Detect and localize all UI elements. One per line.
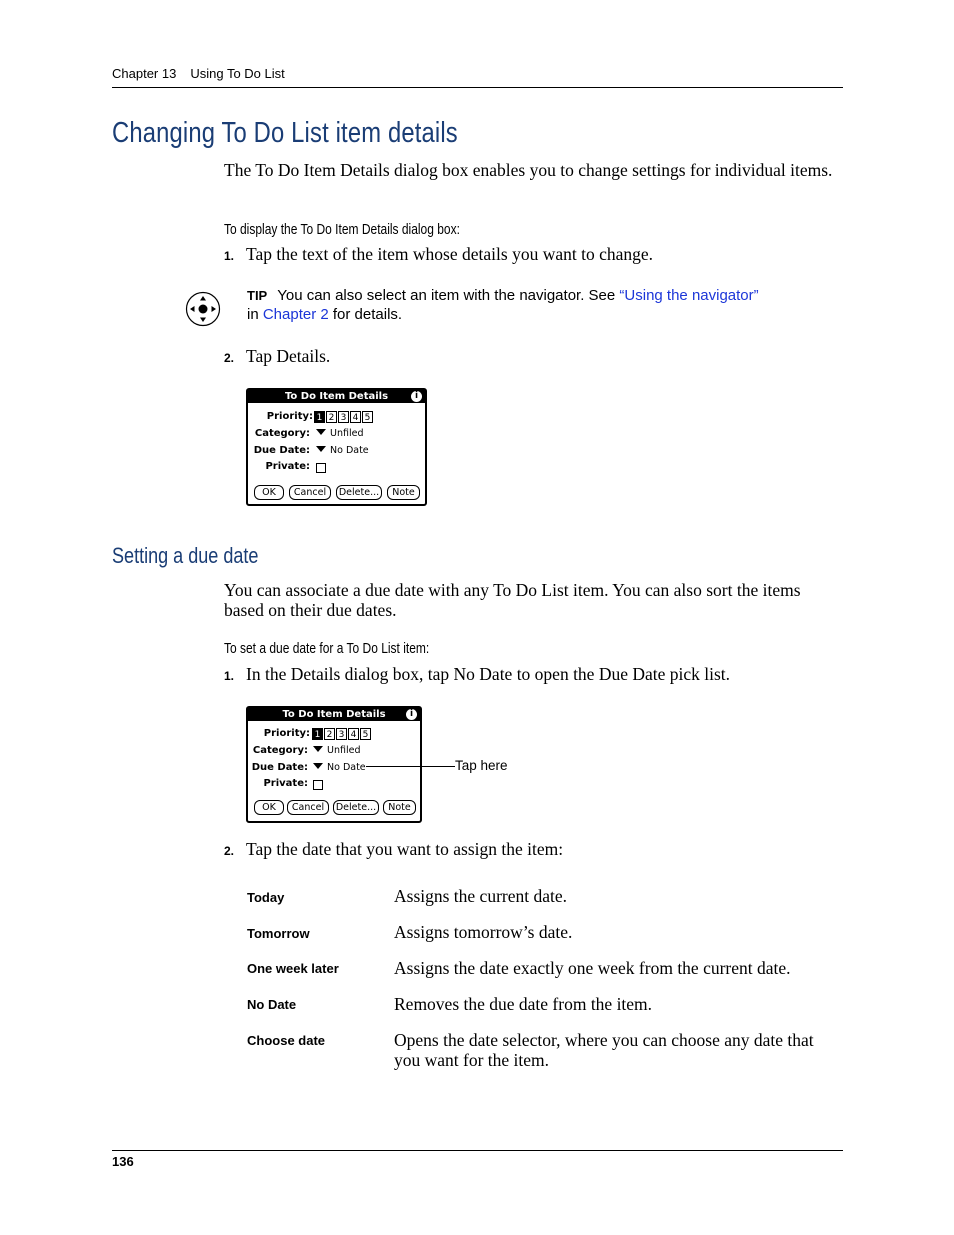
private-label: Private: — [265, 461, 310, 472]
footer-rule — [112, 1150, 843, 1151]
navigator-icon — [185, 291, 221, 327]
category-label: Category: — [252, 745, 308, 756]
option-desc: Assigns the date exactly one week from the current date. — [394, 958, 791, 978]
step-number: 1. — [224, 249, 235, 263]
category-picker[interactable]: Unfiled — [316, 428, 363, 439]
priority-selector[interactable] — [314, 411, 374, 423]
link-chapter-2[interactable]: Chapter 2 — [262, 306, 329, 323]
delete-button[interactable]: Delete... — [336, 485, 382, 500]
intro-paragraph-2: You can associate a due date with any To Do List item. You can also sort the items based on their due dates. — [224, 580, 801, 620]
option-desc: Opens the date selector, where you can choose any date that you want for the item. — [394, 1030, 814, 1070]
priority-3[interactable]: 3 — [336, 728, 347, 740]
priority-5[interactable]: 5 — [362, 411, 373, 423]
intro-paragraph: The To Do Item Details dialog box enables you to change settings for individual items. — [224, 160, 833, 180]
dropdown-arrow-icon — [313, 763, 323, 769]
step-number: 2. — [224, 351, 235, 365]
option-desc: Assigns the current date. — [394, 886, 568, 906]
option-desc: Assigns tomorrow’s date. — [394, 922, 573, 942]
priority-1[interactable]: 1 — [312, 728, 323, 740]
dialog-title: To Do Item Details — [248, 708, 420, 721]
priority-4[interactable]: 4 — [350, 411, 361, 423]
priority-1[interactable]: 1 — [314, 411, 325, 423]
ok-button[interactable]: OK — [254, 485, 284, 500]
due-date-picker[interactable]: No Date — [313, 762, 366, 773]
page-number: 136 — [112, 1154, 134, 1169]
link-using-navigator[interactable]: “Using the navigator” — [619, 287, 759, 304]
procedure-heading-2: To set a due date for a To Do List item: — [224, 640, 430, 657]
callout-line — [366, 766, 455, 767]
procedure-heading: To display the To Do Item Details dialog box: — [224, 221, 460, 238]
option-term: Tomorrow — [247, 926, 310, 941]
option-term: No Date — [247, 997, 297, 1012]
ok-button[interactable]: OK — [254, 800, 284, 815]
option-term: Choose date — [247, 1033, 326, 1048]
dropdown-arrow-icon — [313, 746, 323, 752]
tip-label: TIP — [247, 288, 268, 303]
private-checkbox[interactable] — [316, 463, 326, 473]
due-date-picker[interactable]: No Date — [316, 445, 369, 456]
dropdown-arrow-icon — [316, 429, 326, 435]
dropdown-arrow-icon — [316, 446, 326, 452]
running-header — [112, 66, 285, 81]
info-icon[interactable]: i — [406, 709, 417, 720]
cancel-button[interactable]: Cancel — [289, 485, 331, 500]
private-checkbox[interactable] — [313, 780, 323, 790]
note-button[interactable]: Note — [383, 800, 416, 815]
section-title: Changing To Do List item details — [112, 117, 458, 149]
subsection-title: Setting a due date — [112, 543, 259, 568]
step-text: Tap Details. — [246, 346, 331, 366]
tip-note — [247, 286, 837, 324]
step-text: In the Details dialog box, tap No Date to open the Due Date pick list. — [246, 664, 731, 684]
category-picker[interactable]: Unfiled — [313, 745, 360, 756]
private-label: Private: — [263, 778, 308, 789]
step-number: 2. — [224, 844, 235, 858]
priority-4[interactable]: 4 — [348, 728, 359, 740]
dialog-title: To Do Item Details — [248, 390, 425, 403]
due-date-label: Due Date: — [251, 762, 308, 773]
due-date-label: Due Date: — [253, 445, 310, 456]
option-desc: Removes the due date from the item. — [394, 994, 653, 1014]
tip-text-3: for details. — [328, 306, 403, 323]
tip-text: You can also select an item with the navigator. See — [277, 287, 620, 304]
chapter-title: Using To Do List — [190, 66, 285, 81]
step-text: Tap the date that you want to assign the item: — [246, 839, 564, 859]
option-term: One week later — [247, 961, 339, 976]
priority-2[interactable]: 2 — [324, 728, 335, 740]
step-text: Tap the text of the item whose details you want to change. — [246, 244, 653, 264]
priority-label: Priority: — [266, 411, 313, 422]
cancel-button[interactable]: Cancel — [287, 800, 329, 815]
priority-selector[interactable] — [312, 728, 372, 740]
info-icon[interactable]: i — [411, 391, 422, 402]
todo-item-details-dialog-2 — [246, 706, 422, 823]
chapter-number: Chapter 13 — [112, 66, 177, 81]
priority-5[interactable]: 5 — [360, 728, 371, 740]
tip-text-2: in — [247, 306, 263, 323]
step-number: 1. — [224, 669, 235, 683]
header-rule — [112, 87, 843, 88]
option-term: Today — [247, 890, 285, 905]
category-label: Category: — [254, 428, 310, 439]
todo-item-details-dialog — [246, 388, 427, 506]
priority-label: Priority: — [263, 728, 310, 739]
delete-button[interactable]: Delete... — [333, 800, 379, 815]
priority-2[interactable]: 2 — [326, 411, 337, 423]
callout-label: Tap here — [455, 758, 508, 773]
priority-3[interactable]: 3 — [338, 411, 349, 423]
note-button[interactable]: Note — [387, 485, 420, 500]
